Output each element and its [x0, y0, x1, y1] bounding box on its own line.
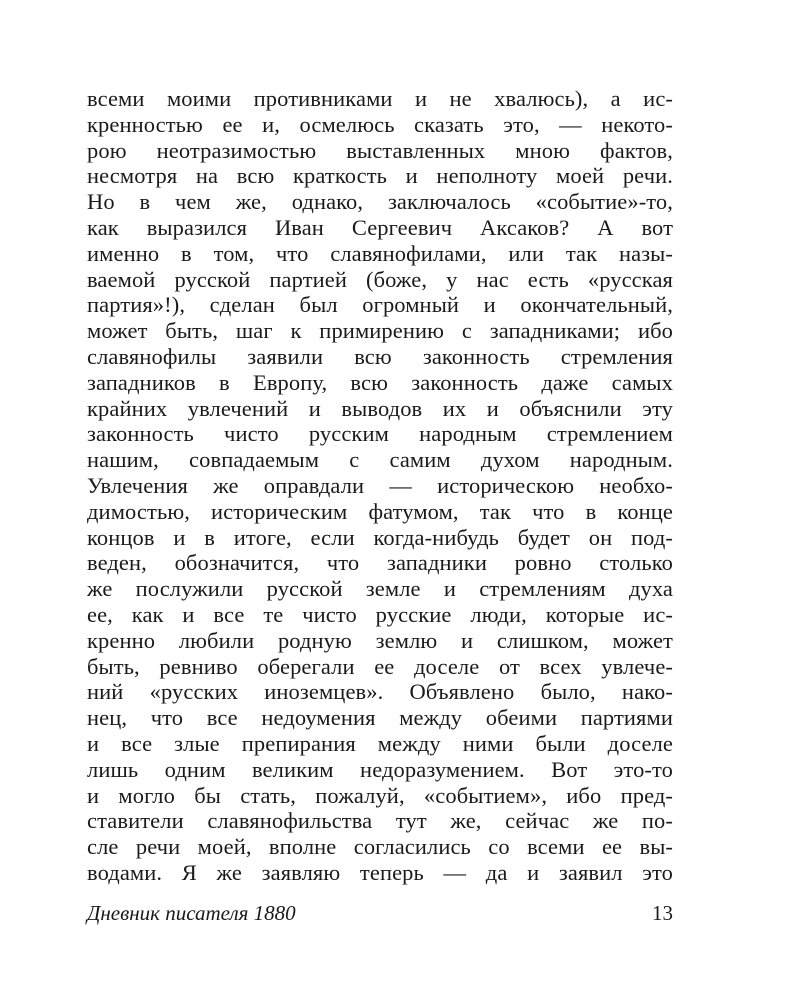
page-footer — [87, 900, 673, 926]
running-title: Дневник писателя 1880 — [87, 901, 296, 925]
text-line: димостью, историческим фатумом, так что в конце — [87, 498, 673, 524]
body-text — [87, 86, 673, 886]
text-line: же послужили русской земле и стремлениям духа — [87, 576, 673, 602]
text-line: ставители славянофильства тут же, сейчас же по- — [87, 808, 673, 834]
text-line: как выразился Иван Сергеевич Аксаков? А вот — [87, 214, 673, 240]
text-line: кренно любили родную землю и слишком, может — [87, 627, 673, 653]
text-line: водами. Я же заявляю теперь — да и заявил это — [87, 859, 673, 885]
text-line: Но в чем же, однако, заключалось «событие»-то, — [87, 189, 673, 215]
text-line: концов и в итоге, если когда-нибудь будет он под- — [87, 524, 673, 550]
text-line: законность чисто русским народным стремлением — [87, 421, 673, 447]
text-line: рою неотразимостью выставленных мною фактов, — [87, 137, 673, 163]
text-line: может быть, шаг к примирению с западниками; ибо — [87, 318, 673, 344]
text-line: Увлечения же оправдали — историческою необхо- — [87, 472, 673, 498]
page-number: 13 — [652, 901, 673, 925]
text-line: именно в том, что славянофилами, или так назы- — [87, 240, 673, 266]
text-line: крайних увлечений и выводов их и объяснили эту — [87, 395, 673, 421]
text-line: ваемой русской партией (боже, у нас есть «русская — [87, 266, 673, 292]
text-line: всеми моими противниками и не хвалюсь), а ис- — [87, 86, 673, 111]
text-line: нашим, совпадаемым с самим духом народным. — [87, 447, 673, 473]
text-line: кренностью ее и, осмелюсь сказать это, — некото- — [87, 111, 673, 137]
text-line: быть, ревниво оберегали ее доселе от всех увлече- — [87, 653, 673, 679]
text-line: нец, что все недоумения между обеими партиями — [87, 705, 673, 731]
text-line: ний «русских иноземцев». Объявлено было, нако- — [87, 679, 673, 705]
text-line: партия»!), сделан был огромный и окончательный, — [87, 292, 673, 318]
text-line: и все злые препирания между ними были доселе — [87, 730, 673, 756]
text-line: ее, как и все те чисто русские люди, которые ис- — [87, 601, 673, 627]
text-line: западников в Европу, всю законность даже самых — [87, 369, 673, 395]
text-line: сле речи моей, вполне согласились со всеми ее вы- — [87, 834, 673, 860]
text-line: славянофилы заявили всю законность стремления — [87, 343, 673, 369]
text-line: и могло бы стать, пожалуй, «событием», ибо пред- — [87, 782, 673, 808]
text-line: веден, обозначится, что западники ровно столько — [87, 550, 673, 576]
text-line: лишь одним великим недоразумением. Вот это-то — [87, 756, 673, 782]
text-line: несмотря на всю краткость и неполноту моей речи. — [87, 163, 673, 189]
